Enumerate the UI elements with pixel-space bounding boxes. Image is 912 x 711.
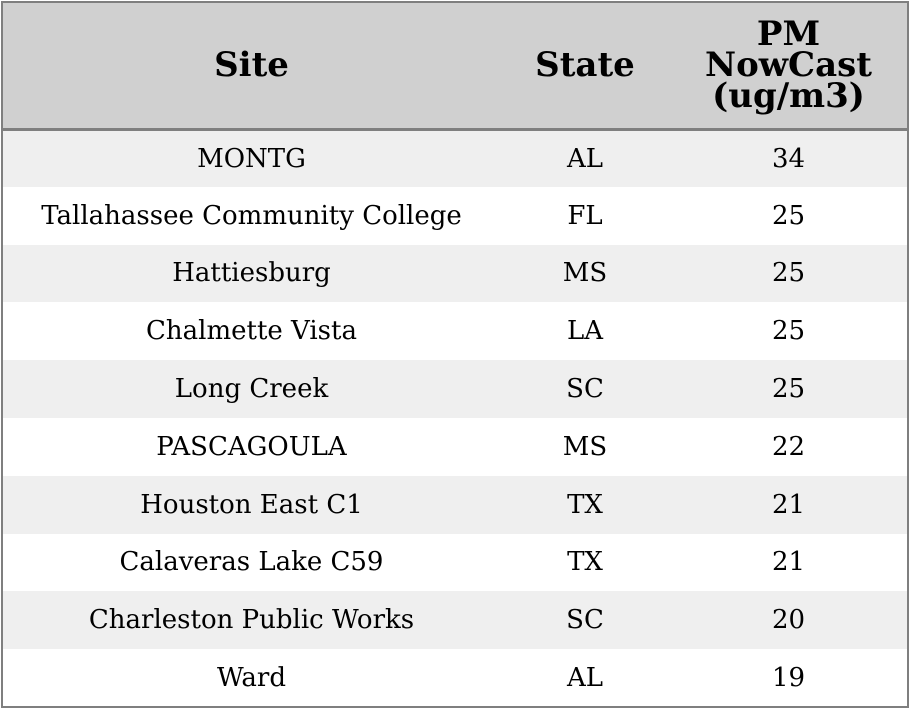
table-row	[3, 245, 907, 303]
state-cell: LA	[566, 316, 604, 347]
site-cell: Chalmette Vista	[146, 316, 357, 347]
table-row	[3, 476, 907, 534]
data-table	[3, 3, 907, 707]
pm-value-cell: 21	[771, 489, 806, 520]
pm-value-cell: 34	[771, 143, 806, 174]
state-cell: SC	[566, 374, 604, 405]
site-cell: Tallahassee Community College	[41, 200, 462, 231]
column-header-site-label: Site	[214, 44, 289, 85]
pm-nowcast-table	[1, 1, 909, 708]
state-cell: AL	[566, 663, 604, 694]
pm-value-cell: 25	[771, 258, 806, 289]
table-header	[3, 3, 907, 129]
pm-value-cell: 21	[771, 547, 806, 578]
table-row	[3, 360, 907, 418]
state-cell: MS	[562, 258, 608, 289]
site-cell: Charleston Public Works	[88, 605, 415, 636]
state-cell: MS	[562, 431, 608, 462]
table-row	[3, 534, 907, 592]
pm-value-cell: 25	[771, 374, 806, 405]
column-header-pm-line1: PM	[756, 13, 821, 54]
state-cell: TX	[567, 489, 603, 520]
site-cell: Hattiesburg	[172, 258, 331, 289]
state-cell: TX	[567, 547, 603, 578]
header-row	[3, 3, 907, 129]
table-row	[3, 418, 907, 476]
site-cell: Long Creek	[174, 374, 329, 405]
site-cell: MONTG	[197, 143, 306, 174]
column-header-pm-line2: NowCast	[705, 44, 872, 85]
pm-value-cell: 25	[771, 316, 806, 347]
column-header-state-label: State	[535, 44, 635, 85]
column-header-site	[3, 3, 500, 129]
table-row	[3, 591, 907, 649]
pm-value-cell: 25	[771, 200, 806, 231]
site-cell: Houston East C1	[140, 489, 363, 520]
column-header-pm-line3: (ug/m3)	[712, 75, 865, 116]
table-row	[3, 649, 907, 707]
table-row	[3, 129, 907, 187]
table-row	[3, 187, 907, 245]
column-header-state	[500, 3, 670, 129]
state-cell: SC	[566, 605, 604, 636]
table-row	[3, 302, 907, 360]
pm-value-cell: 19	[771, 663, 806, 694]
site-cell: Ward	[216, 663, 287, 694]
pm-value-cell: 20	[771, 605, 806, 636]
site-cell: Calaveras Lake C59	[119, 547, 384, 578]
table-body	[3, 129, 907, 707]
column-header-pm-nowcast	[670, 3, 907, 129]
state-cell: AL	[566, 143, 604, 174]
state-cell: FL	[567, 200, 603, 231]
site-cell: PASCAGOULA	[156, 431, 347, 462]
pm-value-cell: 22	[771, 431, 806, 462]
